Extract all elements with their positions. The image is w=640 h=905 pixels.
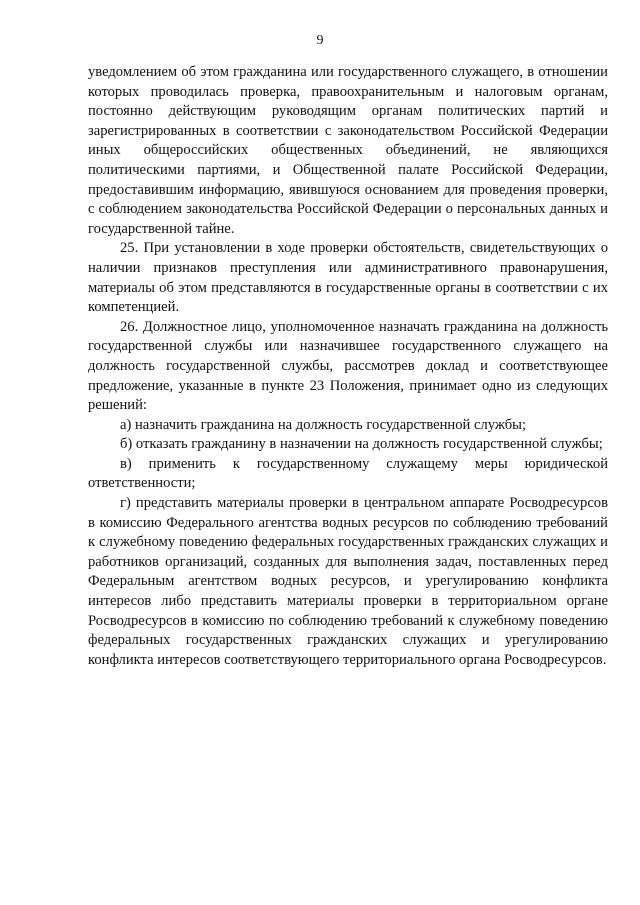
list-item-b: б) отказать гражданину в назначении на должность государственной службы; bbox=[120, 436, 603, 453]
document-body bbox=[88, 63, 608, 670]
page-number: 9 bbox=[316, 33, 324, 48]
list-item-v: в) применить к государственному служащему меры юридической ответственности; bbox=[88, 455, 608, 492]
paragraph-26: 26. Должностное лицо, уполномоченное назначать гражданина на должность государственной службы или назначившее государственного служащего на должность государственной службы, рассмотрев доклад и соответствующее предложение, указанные в пункте 23 Положения, принимает одно из следующих решений: bbox=[88, 318, 608, 414]
list-item-g: г) представить материалы проверки в центральном аппарате Росводресурсов в комиссию Федерального агентства водных ресурсов по соблюдению требований к служебному поведению федеральных государственных гражданских служащих и работников организаций, созданных для выполнения задач, поставленных перед Федеральным агентством водных ресурсов, и урегулированию конфликта интересов либо представить материалы проверки в территориальном органе Росводресурсов в комиссию по соблюдению требований к служебному поведению федеральных государственных гражданских служащих и урегулированию конфликта интересов соответствующего территориального органа Росводресурсов. bbox=[88, 495, 608, 668]
list-item-a: а) назначить гражданина на должность государственной службы; bbox=[120, 416, 527, 433]
paragraph-25: 25. При установлении в ходе проверки обстоятельств, свидетельствующих о наличии признаков преступления или административного правонарушения, материалы об этом представляются в государственные органы в соответствии с их компетенцией. bbox=[88, 240, 608, 316]
paragraph-continuation: уведомлением об этом гражданина или государственного служащего, в отношении которых проводилась проверка, правоохранительным и налоговым органам, постоянно действующим руководящим органам политических партий и зарегистрированных в соответствии с законодательством Российской Федерации иных общероссийских общественных объединений, не являющихся политическими партиями, и Общественной палате Российской Федерации, предоставившим информацию, явившуюся основанием для проведения проверки, с соблюдением законодательства Российской Федерации о персональных данных и государственной тайне. bbox=[88, 64, 608, 237]
